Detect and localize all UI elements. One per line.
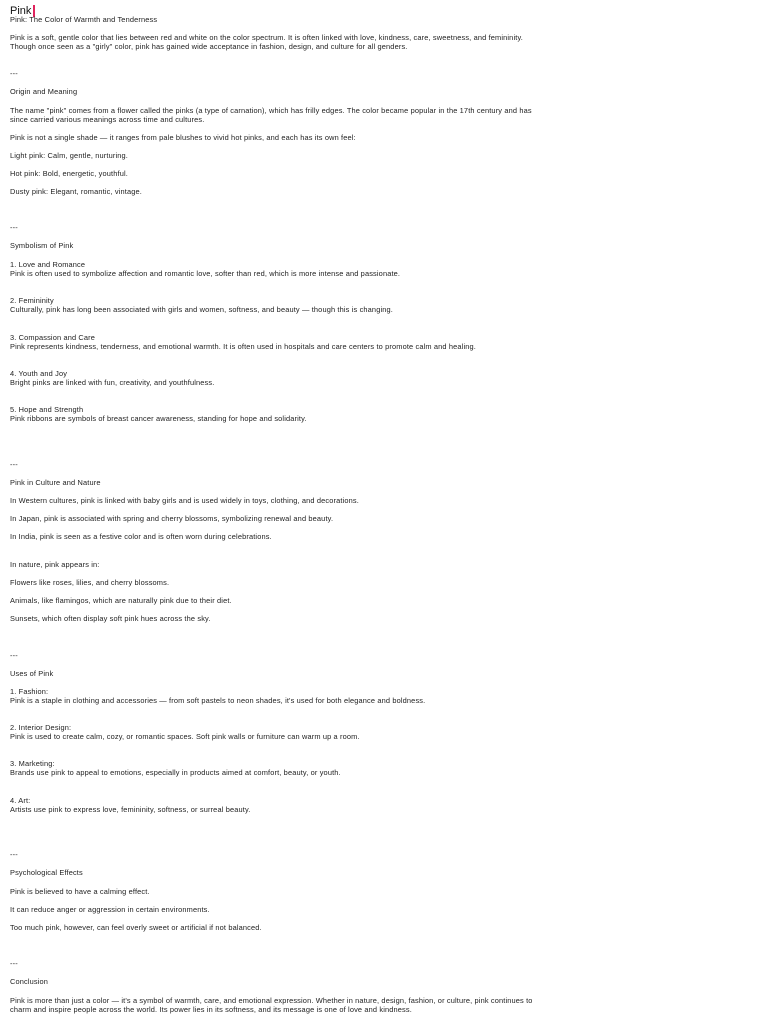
document-paragraph[interactable]: Pink is a soft, gentle color that lies between red and white on the color spectrum. It is often linked with love, kindness, care, sweetness, and femininity. Though once seen as a "girly" color, pink has gained wide acceptance in fashion, design, and culture for all genders.	[10, 33, 523, 51]
document-paragraph[interactable]: In India, pink is seen as a festive color and is often worn during celebrations.	[10, 532, 272, 541]
document-paragraph[interactable]: Hot pink: Bold, energetic, youthful.	[10, 169, 128, 178]
document-paragraph[interactable]: Pink is believed to have a calming effect.	[10, 887, 150, 896]
document-paragraph[interactable]: It can reduce anger or aggression in certain environments.	[10, 905, 210, 914]
document-paragraph[interactable]: 1. Love and Romance Pink is often used to symbolize affection and romantic love, softer than red, which is more intense and passionate.	[10, 260, 401, 278]
section-divider[interactable]: ---	[10, 69, 18, 78]
document-paragraph[interactable]: Pink is not a single shade — it ranges from pale blushes to vivid hot pinks, and each has its own feel:	[10, 133, 356, 142]
document-paragraph[interactable]: Pink: The Color of Warmth and Tenderness	[10, 15, 158, 24]
section-divider[interactable]: ---	[10, 959, 18, 968]
document-paragraph[interactable]: Uses of Pink	[10, 669, 54, 678]
document-paragraph[interactable]: Origin and Meaning	[10, 87, 78, 96]
document-paragraph[interactable]: 2. Interior Design: Pink is used to create calm, cozy, or romantic spaces. Soft pink walls or furniture can warm up a room.	[10, 723, 360, 741]
document-paragraph[interactable]: 4. Art: Artists use pink to express love, femininity, softness, or surreal beauty.	[10, 796, 251, 814]
document-paragraph[interactable]: 3. Marketing: Brands use pink to appeal to emotions, especially in products aimed at comfort, beauty, or youth.	[10, 759, 341, 777]
document-title[interactable]: Pink	[10, 5, 32, 17]
document-paragraph[interactable]: Symbolism of Pink	[10, 241, 74, 250]
document-paragraph[interactable]: Pink in Culture and Nature	[10, 478, 101, 487]
section-divider[interactable]: ---	[10, 850, 18, 859]
section-divider[interactable]: ---	[10, 223, 18, 232]
document-paragraph[interactable]: Dusty pink: Elegant, romantic, vintage.	[10, 187, 142, 196]
document-paragraph[interactable]: Sunsets, which often display soft pink hues across the sky.	[10, 614, 211, 623]
document-paragraph[interactable]: 5. Hope and Strength Pink ribbons are symbols of breast cancer awareness, standing for hope and solidarity.	[10, 405, 307, 423]
document-paragraph[interactable]: 4. Youth and Joy Bright pinks are linked with fun, creativity, and youthfulness.	[10, 369, 215, 387]
document-paragraph[interactable]: In Western cultures, pink is linked with baby girls and is used widely in toys, clothing, and decorations.	[10, 496, 359, 505]
document-paragraph[interactable]: In Japan, pink is associated with spring and cherry blossoms, symbolizing renewal and beauty.	[10, 514, 334, 523]
document-paragraph[interactable]: 3. Compassion and Care Pink represents kindness, tenderness, and emotional warmth. It is often used in hospitals and care centers to promote calm and healing.	[10, 333, 476, 351]
document-paragraph[interactable]: Psychological Effects	[10, 868, 83, 877]
document-paragraph[interactable]: The name "pink" comes from a flower called the pinks (a type of carnation), which has frilly edges. The color became popular in the 17th century and has since carried various meanings across time and cultures.	[10, 106, 532, 124]
document-paragraph[interactable]: In nature, pink appears in:	[10, 560, 100, 569]
document-paragraph[interactable]: 1. Fashion: Pink is a staple in clothing and accessories — from soft pastels to neon shades, it's used for both elegance and boldness.	[10, 687, 426, 705]
document-paragraph[interactable]: Pink is more than just a color — it's a symbol of warmth, care, and emotional expression. Whether in nature, design, fashion, or culture, pink continues to charm and inspire people across the world. Its power lies in its softness, and its message is one of love and kindness.	[10, 996, 533, 1014]
document-paragraph[interactable]: 2. Femininity Culturally, pink has long been associated with girls and women, softness, and beauty — though this is changing.	[10, 296, 393, 314]
document-paragraph[interactable]: Conclusion	[10, 977, 49, 986]
section-divider[interactable]: ---	[10, 651, 18, 660]
document-paragraph[interactable]: Too much pink, however, can feel overly sweet or artificial if not balanced.	[10, 923, 262, 932]
document-paragraph[interactable]: Flowers like roses, lilies, and cherry blossoms.	[10, 578, 170, 587]
document-paragraph[interactable]: Animals, like flamingos, which are naturally pink due to their diet.	[10, 596, 232, 605]
document-paragraph[interactable]: Light pink: Calm, gentle, nurturing.	[10, 151, 128, 160]
section-divider[interactable]: ---	[10, 460, 18, 469]
